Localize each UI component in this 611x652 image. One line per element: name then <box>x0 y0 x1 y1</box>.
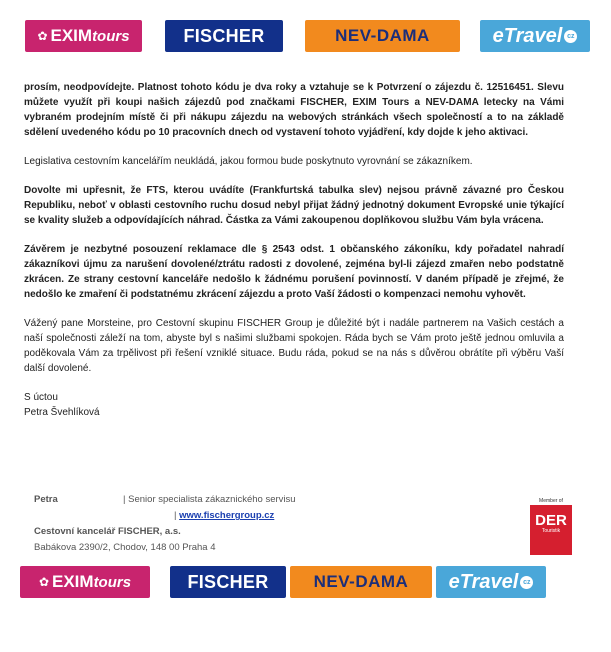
footer-logo-row <box>0 566 611 600</box>
redacted-surname <box>60 491 120 502</box>
paragraph-legislation: Legislativa cestovním kancelářím neukládá, jakou formou bude poskytnuto vyrovnání se zákazníkem. <box>24 156 473 167</box>
website-link[interactable]: www.fischergroup.cz <box>179 510 275 521</box>
paragraph-conclusion: Závěrem je nezbytné posouzení reklamace dle § 2543 odst. 1 občanského zákoníku, kdy pořadatel nahradí zákazníkovi újmu za narušení dovolené/ztrátu radosti z dovolené, zejména byl-li zájezd zmařen nebo podstatně zkrácen. Ze strany cestovní kanceláře nedošlo k žádnému porušení povinností. V daném případě je zřejmé, že nedošlo ke zmaření či podstatnému zkrácení zájezdu a proto Vaší žádosti o kompenzaci nemohu vyhovět. <box>24 244 564 300</box>
etravel-logo-footer[interactable] <box>436 566 546 598</box>
etravel-logo[interactable] <box>480 20 590 52</box>
signature-separator: | <box>174 510 177 521</box>
exim-tours-logo[interactable] <box>25 20 142 52</box>
etravel-logo-text: eTravel <box>492 24 563 47</box>
der-brand: DER <box>535 512 567 529</box>
fischer-logo[interactable] <box>165 20 283 52</box>
exim-logo-text: EXIM <box>52 572 94 591</box>
etravel-cz-badge: cz <box>520 576 533 589</box>
der-sub: Touristik <box>541 528 561 534</box>
signer-name: Petra Švehlíková <box>24 407 100 418</box>
signature-company: Cestovní kancelář FISCHER, a.s. <box>34 526 181 537</box>
exim-logo-text: EXIM <box>50 26 93 45</box>
signature-address: Babákova 2390/2, Chodov, 148 00 Praha 4 <box>34 542 216 553</box>
exim-logo-suffix: tours <box>92 27 130 45</box>
nev-dama-logo-footer[interactable] <box>290 566 432 598</box>
nev-dama-logo-text: NEV-DAMA <box>335 26 430 45</box>
email-signature <box>34 491 296 556</box>
fischer-logo-footer[interactable] <box>170 566 286 598</box>
letter-body <box>24 80 564 420</box>
paragraph-discount-code: prosím, neodpovídejte. Platnost tohoto kódu je dva roky a vztahuje se k Potvrzení o zájezdu č. 12516451. Slevu můžete využít při koupi našich zájezdů pod značkami FISCHER, EXIM Tours a NEV-DAMA letecky na Vámi vybraném prodejním místě či při nákupu zájezdu na webových stránkách všech společností a to na základě sdělení uvedeného kódu po 10 pracovních dnech od vystavení tohoto vyjádření, kdy dojde k jeho aktivaci. <box>24 82 564 138</box>
signature-role: | Senior specialista zákaznického servisu <box>123 494 296 505</box>
der-member-label: Member of <box>530 497 572 505</box>
fischer-logo-text: FISCHER <box>183 25 265 46</box>
exim-swirl-icon: ✿ <box>38 575 49 589</box>
exim-swirl-icon: ✿ <box>37 29 48 43</box>
letter-closing <box>24 390 564 420</box>
etravel-cz-badge: cz <box>564 30 577 43</box>
fischer-logo-text: FISCHER <box>187 571 269 592</box>
der-touristik-badge <box>530 497 572 555</box>
paragraph-apology: Vážený pane Morsteine, pro Cestovní skupinu FISCHER Group je důležité být i nadále partnerem na Vašich cestách a naší společnosti záleží na tom, abyste byl s našimi službami spokojen. Ráda bych se Vám proto ještě jednou omluvila a poděkovala Vám za trpělivost při řešení vzniklé situace. Budu ráda, pokud se na nás s důvěrou obrátíte při výběru Vaší další dovolené. <box>24 318 564 374</box>
nev-dama-logo-text: NEV-DAMA <box>313 572 409 591</box>
nev-dama-logo[interactable] <box>305 20 460 52</box>
closing-text: S úctou <box>24 392 58 403</box>
header-logo-row <box>0 20 611 54</box>
signature-name: Petra <box>34 494 58 505</box>
etravel-logo-text: eTravel <box>448 570 519 593</box>
exim-tours-logo-footer[interactable] <box>20 566 150 598</box>
paragraph-fts: Dovolte mi upřesnit, že FTS, kterou uvádíte (Frankfurtská tabulka slev) nejsou právně závazné pro Českou Republiku, neboť v oblasti cestovního ruchu dosud nebyl přijat žádný jednotný dokument Evropské unie týkající se kvality služeb a odpovídajících náhrad. Částka za Vámi zakoupenou doplňkovou službu Vám byla vrácena. <box>24 185 564 226</box>
exim-logo-suffix: tours <box>93 573 132 591</box>
